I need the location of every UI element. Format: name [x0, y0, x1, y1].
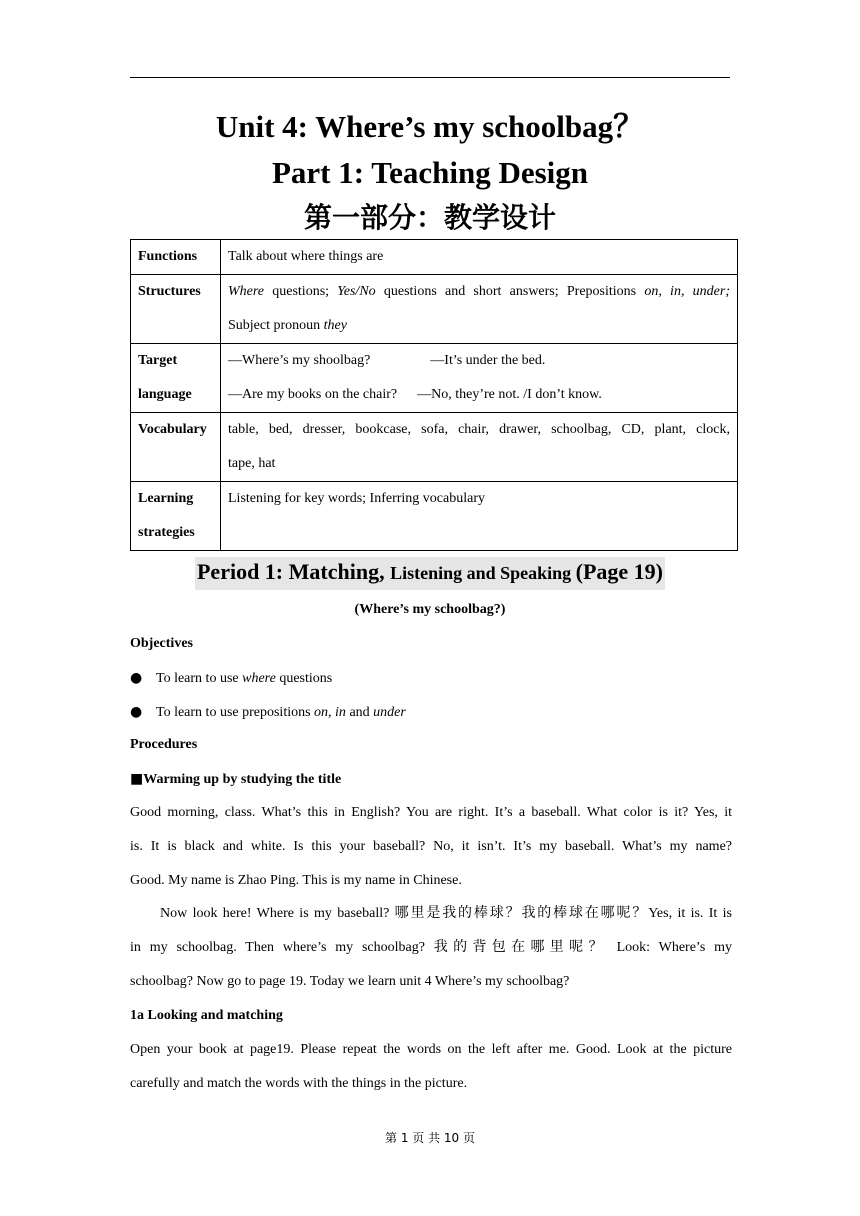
objectives-heading: Objectives — [130, 636, 193, 651]
structures-where: Where — [228, 284, 265, 299]
vocabulary-line-1: table, bed, dresser, bookcase, sofa, chair, drawer, schoolbag, CD, plant, clock, — [228, 422, 730, 437]
section-1a-heading: 1a Looking and matching — [130, 1008, 283, 1023]
page-footer: 第 1 页 共 10 页 — [385, 1131, 475, 1145]
structures-text-3: Subject pronoun — [228, 318, 324, 333]
table-row-learning-strategies — [131, 482, 738, 551]
vocabulary-value — [221, 413, 738, 482]
target-question-2: —Are my books on the chair? — [228, 387, 398, 402]
paragraph-1-line-1: Good morning, class. What’s this in English? You are right. It’s a baseball. What color is it? Yes, it — [130, 805, 732, 820]
square-bullet-icon: ■ — [130, 771, 144, 787]
paragraph-1-line-3: Good. My name is Zhao Ping. This is my name in Chinese. — [130, 873, 462, 888]
paragraph-2-line-2: in my schoolbag. Then where’s my schoolbag? 我的背包在哪里呢？ Look: Where’s my — [130, 940, 732, 955]
structures-preps: on, in, under; — [644, 284, 730, 299]
header-rule — [130, 77, 730, 78]
objective-item-2 — [130, 702, 732, 723]
structures-yesno: Yes/No — [337, 284, 376, 299]
objective-1-text: To learn to use — [156, 671, 243, 686]
table-row-vocabulary — [131, 413, 738, 482]
structures-text-2: questions and short answers; Prepositions — [375, 284, 645, 299]
paragraph-2-line-1: Now look here! Where is my baseball? 哪里是我的棒球？我的棒球在哪呢？Yes, it is. It is — [160, 906, 732, 921]
teaching-design-table — [130, 239, 738, 551]
learning-label-1: Learning — [138, 491, 194, 506]
section-1a-line-1: Open your book at page19. Please repeat the words on the left after me. Good. Look at the picture — [130, 1042, 732, 1057]
paragraph-1-line-2: is. It is black and white. Is this your baseball? No, it isn’t. It’s my baseball. What’s my name? — [130, 839, 732, 854]
target-language-label — [131, 344, 221, 413]
vocabulary-label: Vocabulary — [131, 413, 221, 482]
bullet-icon: ● — [130, 670, 143, 686]
objective-2-mid: and — [345, 705, 374, 720]
unit-title: Unit 4: Where’s my schoolbag？ — [215, 109, 645, 144]
learning-label-2: strategies — [138, 525, 195, 540]
objective-2-em2: under — [373, 705, 406, 720]
period-heading-part2: Listening and Speaking — [390, 563, 576, 583]
table-row-functions — [131, 240, 738, 275]
target-answer-1: —It’s under the bed. — [430, 353, 546, 368]
vocabulary-line-2: tape, hat — [228, 456, 276, 471]
table-row-structures — [131, 275, 738, 344]
target-label-1: Target — [138, 353, 178, 368]
target-label-2: language — [138, 387, 192, 402]
target-language-value — [221, 344, 738, 413]
objective-2-text: To learn to use prepositions — [156, 705, 315, 720]
period-subtitle: (Where’s my schoolbag?) — [354, 602, 506, 617]
structures-label: Structures — [131, 275, 221, 344]
period-heading — [0, 557, 860, 590]
structures-text-1: questions; — [264, 284, 338, 299]
bullet-icon: ● — [130, 704, 143, 720]
warming-up-text: Warming up by studying the title — [143, 772, 342, 787]
chinese-title: 第一部分：教学设计 — [303, 201, 556, 234]
period-heading-part1: Period 1: Matching, — [196, 559, 391, 584]
structures-they: they — [323, 318, 347, 333]
target-answer-2: —No, they’re not. /I don’t know. — [417, 387, 602, 402]
structures-value — [221, 275, 738, 344]
part-title: Part 1: Teaching Design — [271, 155, 589, 190]
functions-value: Talk about where things are — [221, 240, 738, 275]
warming-up-heading — [130, 769, 732, 790]
objective-2-em: on, in — [314, 705, 346, 720]
functions-label: Functions — [131, 240, 221, 275]
objective-1-post: questions — [275, 671, 333, 686]
table-row-target-language — [131, 344, 738, 413]
procedures-heading: Procedures — [130, 737, 198, 752]
period-heading-part3: (Page 19) — [575, 559, 664, 584]
section-1a-line-2: carefully and match the words with the things in the picture. — [130, 1076, 468, 1091]
target-question-1: —Where’s my shoolbag? — [228, 353, 371, 368]
objective-item-1 — [130, 668, 732, 689]
learning-strategies-label — [131, 482, 221, 551]
paragraph-2-line-3: schoolbag? Now go to page 19. Today we learn unit 4 Where’s my schoolbag? — [130, 974, 570, 989]
learning-strategies-value: Listening for key words; Inferring vocabulary — [221, 482, 738, 551]
objective-1-em: where — [242, 671, 276, 686]
